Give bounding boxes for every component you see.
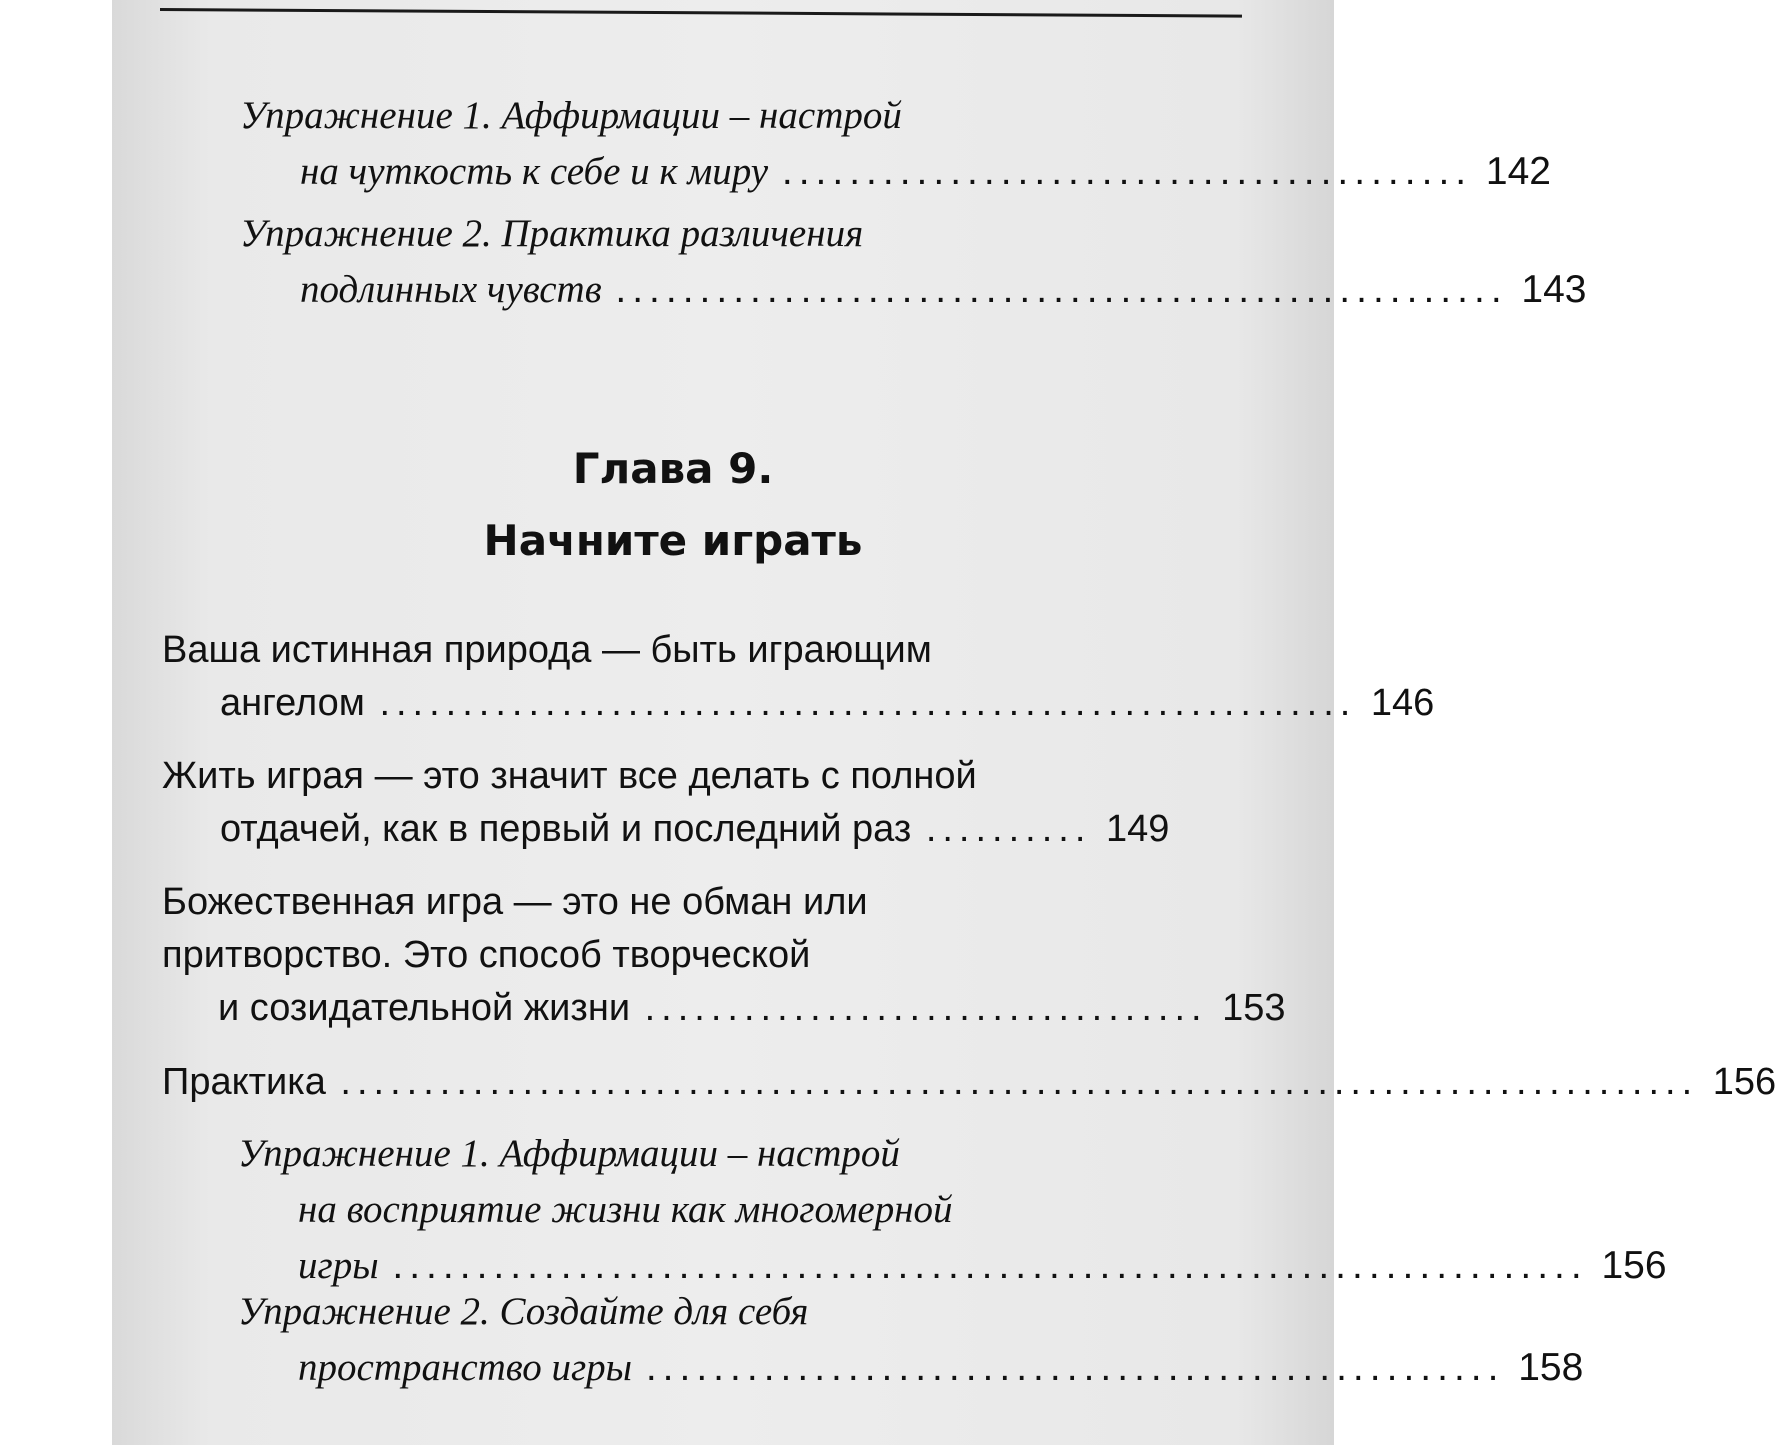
- page-number: 149: [1105, 808, 1170, 850]
- entry-line: пространство игры: [298, 1346, 633, 1389]
- entry-line: притворство. Это способ творческой: [162, 934, 811, 976]
- toc-entry-exercise-2: [240, 206, 1587, 318]
- page-number: 158: [1518, 1346, 1584, 1389]
- page-number: 153: [1222, 987, 1286, 1029]
- chapter-title: Начните играть: [483, 516, 863, 565]
- toc-entry-true-nature: [162, 624, 1435, 730]
- entry-line: на чуткость к себе и к миру: [300, 150, 769, 193]
- entry-line: Ваша истинная природа — быть играющим: [162, 629, 932, 671]
- entry-line: и созидательной жизни: [218, 987, 631, 1029]
- leader-dots: ...........................................................: [379, 682, 1357, 724]
- header-rule: [160, 8, 1242, 18]
- leader-dots: .....................................................: [615, 268, 1508, 311]
- entry-line: Упражнение 2. Создайте для себя: [238, 1290, 809, 1333]
- page-number: 146: [1370, 682, 1435, 724]
- page-number: 143: [1521, 268, 1587, 311]
- page-number: 156: [1601, 1244, 1667, 1287]
- entry-line: Упражнение 1. Аффирмации – настрой: [240, 94, 902, 137]
- entry-line: на восприятие жизни как многомерной: [298, 1188, 953, 1231]
- page-number: 142: [1485, 150, 1551, 193]
- leader-dots: .........................................: [781, 150, 1473, 193]
- leader-dots: .......................................................................: [392, 1244, 1588, 1287]
- leader-dots: ..........: [925, 808, 1092, 850]
- entry-line: отдачей, как в первый и последний раз: [220, 808, 912, 850]
- leader-dots: ...................................................: [645, 1346, 1505, 1389]
- toc-entry-divine-play: [162, 876, 1286, 1035]
- toc-entry-chapter-exercise-1: [238, 1126, 1667, 1294]
- entry-line: Упражнение 1. Аффирмации – настрой: [238, 1132, 900, 1175]
- entry-line: Упражнение 2. Практика различения: [240, 212, 864, 255]
- entry-line: Практика: [162, 1061, 326, 1103]
- page-number: 156: [1712, 1061, 1776, 1103]
- book-page: [112, 0, 1776, 1445]
- chapter-number: Глава 9.: [572, 444, 774, 493]
- toc-entry-exercise-1: [240, 88, 1551, 200]
- leader-dots: ..................................: [644, 987, 1208, 1029]
- entry-line: игры: [298, 1244, 379, 1287]
- entry-line: подлинных чувств: [300, 268, 602, 311]
- entry-line: Жить играя — это значит все делать с полной: [162, 755, 977, 797]
- toc-entry-chapter-exercise-2: [238, 1284, 1584, 1396]
- leader-dots: ..................................................................................: [340, 1061, 1699, 1103]
- toc-entry-practice: [162, 1056, 1776, 1109]
- entry-line: ангелом: [220, 682, 365, 724]
- entry-line: Божественная игра — это не обман или: [162, 881, 868, 923]
- toc-entry-living-play: [162, 750, 1252, 856]
